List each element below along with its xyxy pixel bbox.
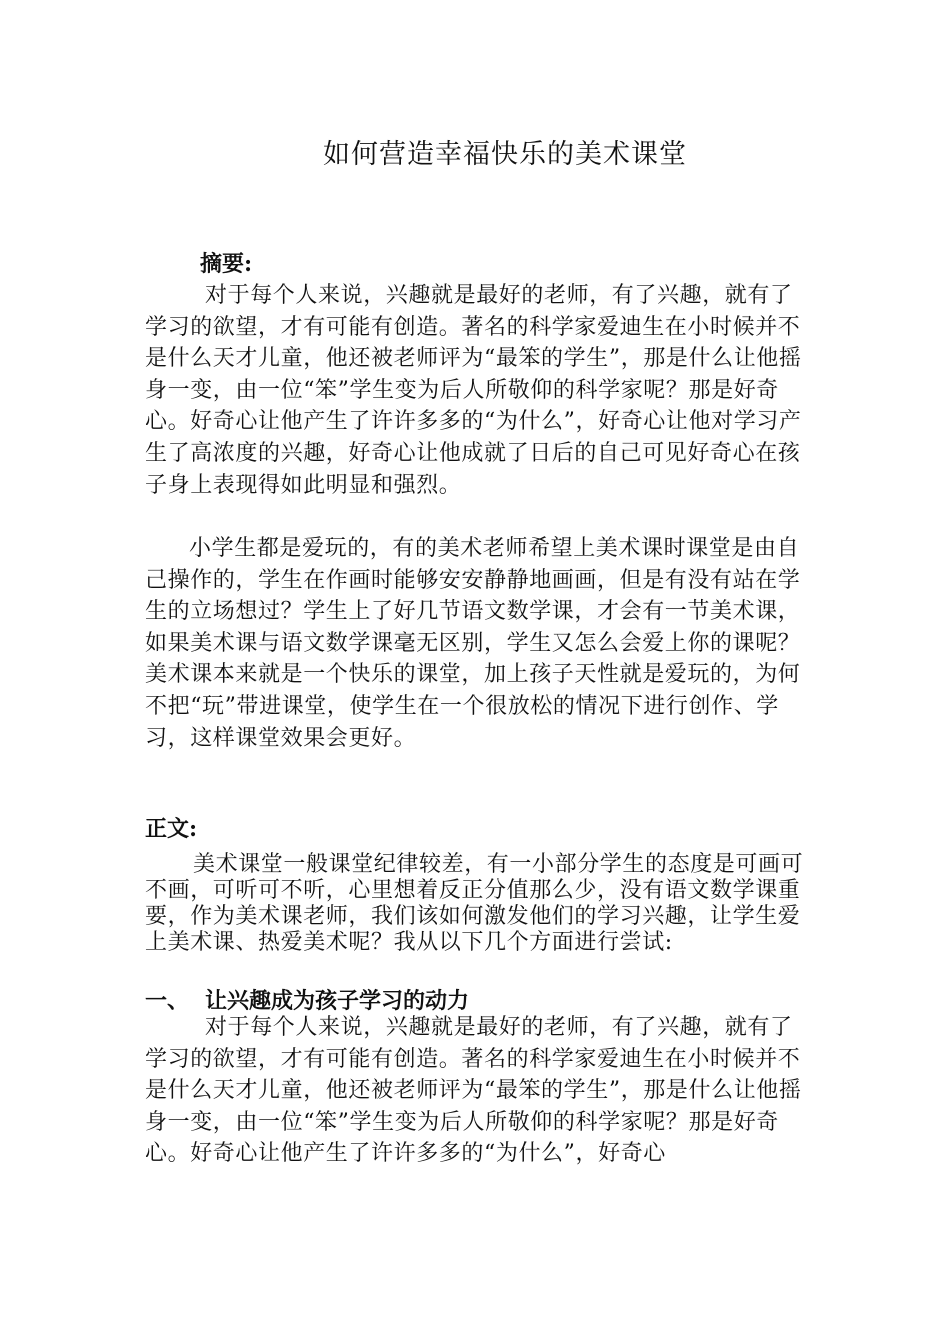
body-intro-paragraph: 美术课堂一般课堂纪律较差，有一小部分学生的态度是可画可不画，可听可不听，心里想着反正分值那么少，没有语文数学课重要，作为美术课老师，我们该如何激发他们的学习兴趣，让学生爱上美术课、热爱美术呢？我从以下几个方面进行尝试: [145, 852, 804, 955]
section-1-paragraph: 对于每个人来说，兴趣就是最好的老师，有了兴趣，就有了学习的欲望，才有可能有创造。著名的科学家爱迪生在小时候并不是什么天才儿童，他还被老师评为“最笨的学生”，那是什么让他摇身一变，由一位“笨”学生变为后人所敬仰的科学家呢？那是好奇心。好奇心让他产生了许许多多的“为什么”，好奇心 [145, 1015, 802, 1167]
abstract-heading: 摘要: [200, 251, 253, 277]
body-heading: 正文: [145, 816, 198, 842]
abstract-paragraph-2: 小学生都是爱玩的，有的美术老师希望上美术课时课堂是由自己操作的，学生在作画时能够安安静静地画画，但是有没有站在学生的立场想过？学生上了好几节语文数学课，才会有一节美术课，如果美术课与语文数学课毫无区别，学生又怎么会爱上你的课呢？美术课本来就是一个快乐的课堂，加上孩子天性就是爱玩的，为何不把“玩”带进课堂，使学生在一个很放松的情况下进行创作、学习，这样课堂效果会更好。 [145, 536, 801, 751]
section-1-title: 让兴趣成为孩子学习的动力 [205, 988, 470, 1014]
document-title: 如何营造幸福快乐的美术课堂 [323, 139, 687, 170]
section-1-heading [145, 984, 469, 1015]
abstract-paragraph-1: 对于每个人来说，兴趣就是最好的老师，有了兴趣，就有了学习的欲望，才有可能有创造。著名的科学家爱迪生在小时候并不是什么天才儿童，他还被老师评为“最笨的学生”，那是什么让他摇身一变，由一位“笨”学生变为后人所敬仰的科学家呢？那是好奇心。好奇心让他产生了许许多多的“为什么”，好奇心让他对学习产生了高浓度的兴趣，好奇心让他成就了日后的自己可见好奇心在孩子身上表现得如此明显和强烈。 [145, 283, 802, 498]
section-1-number: 一、 [145, 988, 190, 1014]
